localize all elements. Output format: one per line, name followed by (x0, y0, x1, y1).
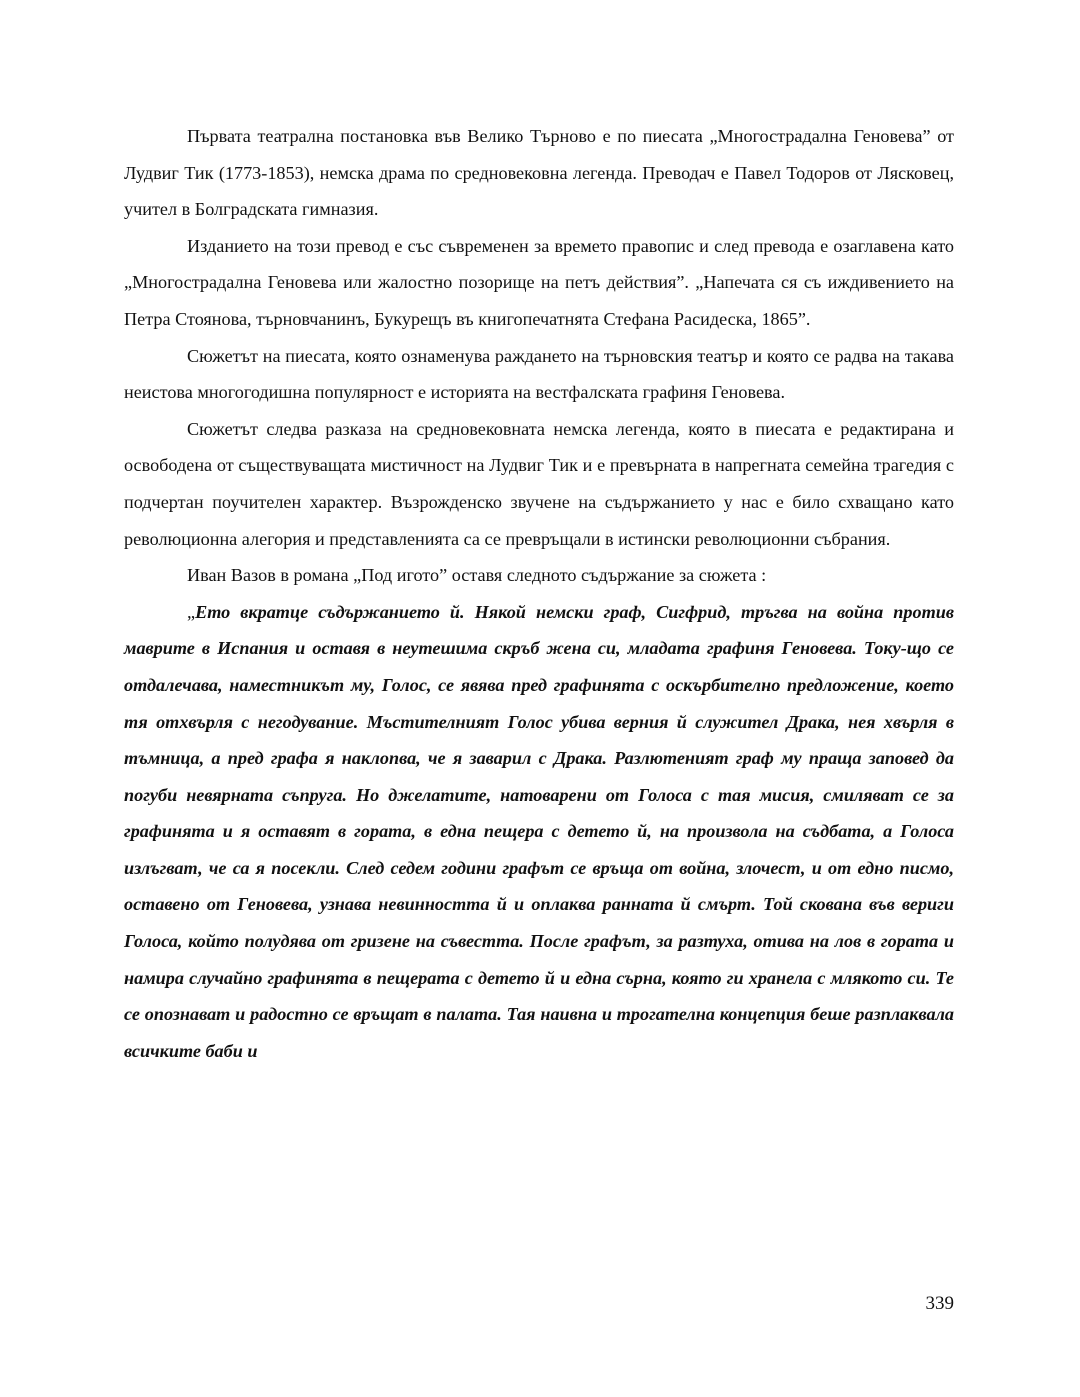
document-page (124, 118, 954, 1069)
paragraph-legend: Сюжетът следва разказа на средновековната немска легенда, която в пиесата е редактирана и освободена от съществуващата мистичност на Лудвиг Тик и е превърната в напрегната семейна трагедия с подчертан поучителен характер. Възрожденско звучене на съдържанието у нас е било схващано като революционна алегория и представленията са се превръщали в истински революционни събрания. (124, 418, 954, 549)
paragraph-first-performance: Първата театрална постановка във Велико Търново е по пиесата „Многострадална Геновева” от Лудвиг Тик (1773-1853), немска драма по средновековна легенда. Преводач е Павел Тодоров от Лясковец, учител в Болградската гимназия. (124, 126, 954, 220)
quote-text: Ето вкратце съдържанието й. Някой немски граф, Сигфрид, тръгва на война против маврите в Испания и оставя в неутешима скръб жена си, младата графиня Геновева. Току-що се отдалечава, наместникът му, Голос, се явява пред графинята с оскърбително предложение, което тя отхвърля с негодувание. Мъстителният Голос убива верния й служител Драка, нея хвърля в тъмница, а пред графа я наклопва, че я заварил с Драка. Разлютеният граф му праща заповед да погуби невярната съпруга. Но джелатите, натоварени от Голоса с тая мисия, смиляват се за графинята и я оставят в гората, в една пещера с детето й, на произвола на съдбата, а Голоса излъгват, че са я посекли. След седем години графът се връща от война, злочест, и от едно писмо, оставено от Геновева, узнава невинността й и оплаква ранната й смърт. Той скована във вериги Голоса, който полудява от гризене на съвестта. После графът, за разтуха, отива на лов в гората и намира случайно графинята в пещерата с детето й и една сърна, която ги хранела с млякото си. Те се опознават и радостно се връщат в палата. Тая наивна и трогателна концепция беше разплаквала всичките баби и (124, 601, 954, 1061)
paragraph-edition: Изданието на този превод е със съвременен за времето правопис и след превода е озаглавена като „Многострадална Геновева или жалостно позорище на петъ действия”. „Напечата ся съ иждивението на Петра Стоянова, търновчанинъ, Букурещъ въ книгопечатнята Стефана Расидеска, 1865”. (124, 235, 954, 329)
quote-block (124, 594, 954, 1070)
paragraph-vazov-intro: Иван Вазов в романа „Под игото” оставя следното съдържание за сюжета : (187, 565, 767, 586)
paragraph-plot-intro: Сюжетът на пиесата, която ознаменува раждането на търновския театър и която се радва на такава неистова многогодишна популярност е историята на вестфалската графиня Геновева. (124, 345, 954, 403)
page-number: 339 (925, 1293, 954, 1314)
quote-open-mark: „ (187, 601, 196, 622)
